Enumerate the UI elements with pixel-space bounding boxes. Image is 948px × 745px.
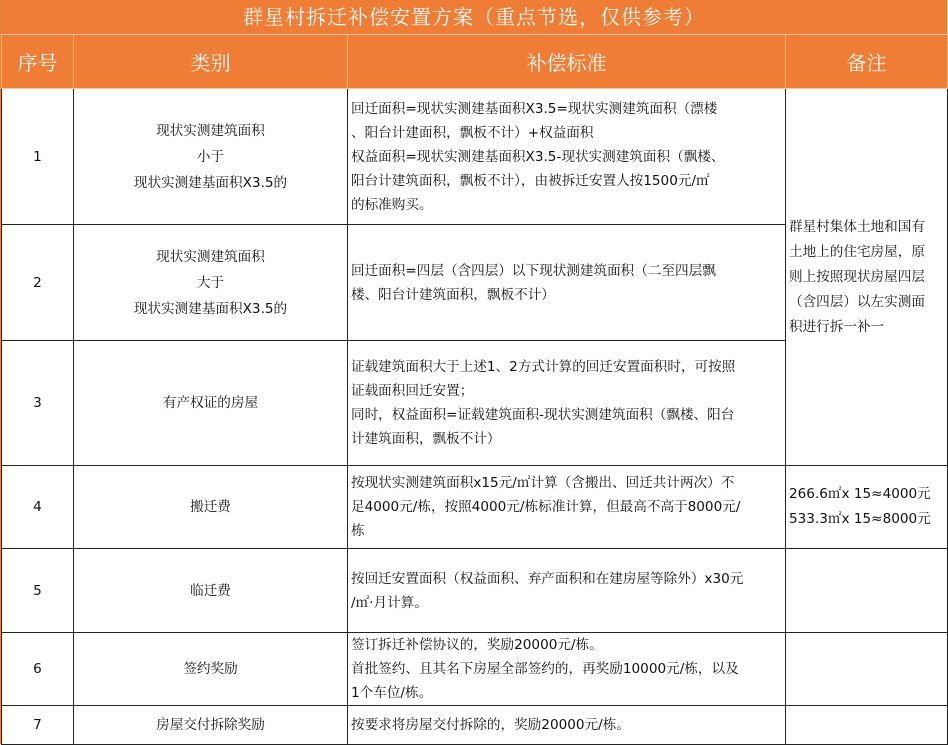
table-row [2, 89, 948, 225]
standard-line: 的标准购买。 [351, 196, 433, 213]
remark-cell-empty [786, 633, 948, 706]
row-category [74, 466, 348, 549]
header-no: 序号 [2, 35, 74, 89]
category-line: 小于 [196, 148, 225, 165]
category-line: 现状实测建基面积X3.5的 [133, 174, 288, 191]
remark-line: 266.6㎡x 15≈4000元 [789, 486, 931, 502]
standard-line: 按回迁安置面积（权益面积、弃产面积和在建房屋等除外）x30元 [351, 570, 744, 587]
row-category [74, 341, 348, 466]
row-number: 6 [2, 633, 74, 706]
category-line: 大于 [196, 274, 225, 291]
row-number: 4 [2, 466, 74, 549]
remark-line: （含四层）以左实测面 [789, 293, 925, 310]
row-number: 5 [2, 549, 74, 633]
standard-line: 权益面积=现状实测建基面积X3.5-现状实测建筑面积（飘楼、 [351, 148, 725, 165]
row-standard [348, 89, 786, 225]
row-standard [348, 549, 786, 633]
remark-cell-row-4 [786, 466, 948, 549]
category-line: 现状实测建筑面积 [156, 122, 265, 139]
remark-line: 群星村集体土地和国有 [789, 218, 925, 235]
header-category: 类别 [74, 35, 348, 89]
standard-line: 证载建筑面积大于上述1、2方式计算的回迁安置面积时，可按照 [351, 359, 736, 375]
standard-line: 同时，权益面积=证载建筑面积-现状实测建筑面积（飘楼、阳台 [351, 407, 735, 423]
category-line: 现状实测建基面积X3.5的 [133, 300, 288, 317]
row-category [74, 225, 348, 341]
row-category [74, 549, 348, 633]
row-category [74, 706, 348, 745]
standard-line: 回迁面积=四层（含四层）以下现状测建筑面积（二至四层飘 [351, 262, 716, 279]
standard-line: 按现状实测建筑面积x15元/㎡计算（含搬出、回迁共计两次）不 [351, 475, 735, 491]
remark-cell-empty [786, 706, 948, 745]
remark-cell-rows-1-3 [786, 89, 948, 466]
header-remark: 备注 [786, 35, 948, 89]
standard-line: 楼、阳台计建筑面积，飘板不计） [351, 286, 555, 303]
standard-line: 计建筑面积，飘板不计） [351, 431, 501, 447]
table-row [2, 633, 948, 706]
category-line: 房屋交付拆除奖励 [156, 717, 265, 733]
standard-line: 首批签约、且其名下房屋全部签约的，再奖励10000元/栋，以及 [351, 661, 739, 677]
table-row [2, 549, 948, 633]
row-standard [348, 341, 786, 466]
standard-line: 签订拆迁补偿协议的，奖励20000元/栋。 [351, 637, 603, 653]
row-standard [348, 706, 786, 745]
standard-line: 、阳台计建面积，飘板不计）+权益面积 [351, 124, 594, 141]
row-standard [348, 225, 786, 341]
category-line: 签约奖励 [183, 661, 238, 677]
header-row [2, 35, 948, 89]
row-category [74, 633, 348, 706]
remark-line: 533.3㎡x 15≈8000元 [789, 511, 931, 527]
row-number: 3 [2, 341, 74, 466]
row-number: 7 [2, 706, 74, 745]
category-line: 搬迁费 [190, 499, 231, 515]
standard-line: 证载面积回迁安置； [351, 383, 474, 399]
standard-line: 阳台计建筑面积，飘板不计），由被拆迁安置人按1500元/㎡ [351, 172, 710, 189]
row-standard [348, 466, 786, 549]
row-number: 1 [2, 89, 74, 225]
table-title: 群星村拆迁补偿安置方案（重点节选，仅供参考） [1, 0, 947, 34]
remark-line: 土地上的住宅房屋，原 [789, 243, 925, 260]
row-standard [348, 633, 786, 706]
standard-line: 栋 [351, 523, 365, 539]
standard-line: 回迁面积=现状实测建基面积X3.5=现状实测建筑面积（漂楼 [351, 100, 718, 117]
category-line: 有产权证的房屋 [162, 395, 259, 411]
remark-cell-empty [786, 549, 948, 633]
standard-line: 足4000元/栋，按照4000元/栋标准计算，但最高不高于8000元/ [351, 499, 741, 515]
table-row [2, 466, 948, 549]
category-line: 临迁费 [190, 582, 231, 599]
category-line: 现状实测建筑面积 [156, 248, 265, 265]
remark-line: 则上按照现状房屋四层 [789, 268, 925, 285]
row-number: 2 [2, 225, 74, 341]
standard-line: /㎡·月计算。 [351, 594, 428, 611]
remark-line: 积进行拆一补一 [789, 318, 885, 335]
standard-line: 1个车位/栋。 [351, 685, 433, 701]
header-standard: 补偿标准 [348, 35, 786, 89]
standard-line: 按要求将房屋交付拆除的，奖励20000元/栋。 [351, 717, 630, 733]
compensation-table [1, 34, 948, 745]
table-row [2, 706, 948, 745]
row-category [74, 89, 348, 225]
